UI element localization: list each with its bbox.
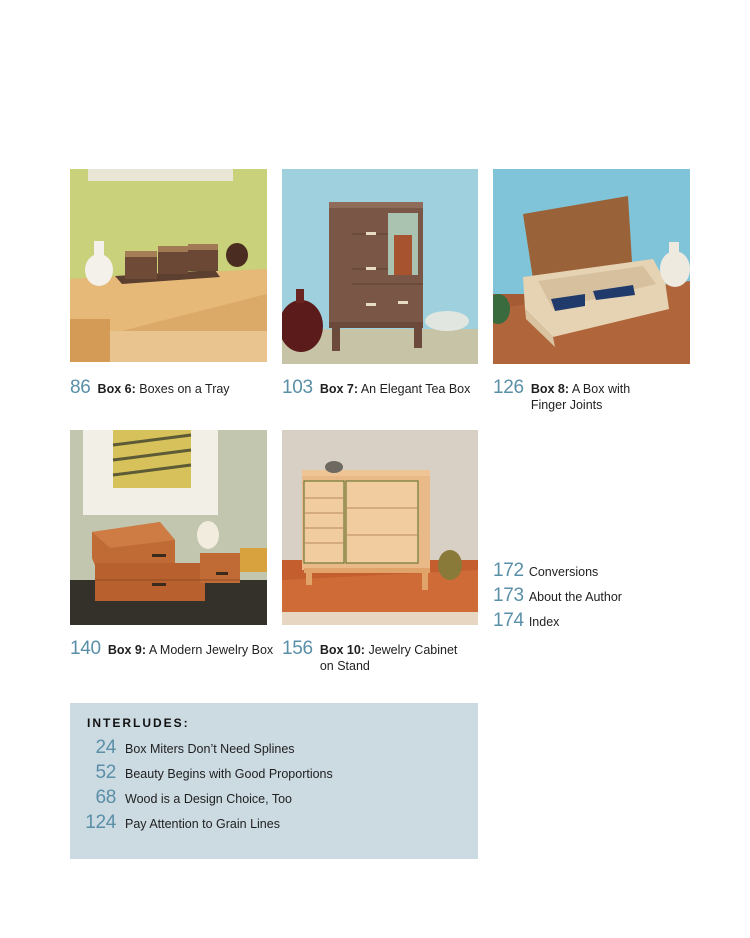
page-number: 174 — [493, 610, 524, 631]
toc-entry-box8[interactable] — [493, 379, 630, 413]
entry-title: Beauty Begins with Good Proportions — [125, 767, 333, 781]
tea-box-photo — [282, 169, 478, 364]
toc-entry-box10[interactable] — [282, 640, 457, 674]
toc-entry-box9[interactable] — [70, 640, 273, 658]
toc-entry-box7[interactable] — [282, 379, 470, 397]
page-number: 172 — [493, 560, 524, 581]
finger-joint-box-photo — [493, 169, 690, 364]
interlude-entry[interactable] — [70, 737, 295, 759]
toc-entry-box6[interactable] — [70, 379, 230, 397]
page-number: 86 — [70, 377, 91, 398]
page-number: 173 — [493, 585, 524, 606]
toc-entry-index[interactable] — [493, 610, 559, 632]
entry-title: Index — [528, 615, 560, 629]
page-number: 126 — [493, 377, 524, 398]
interlude-entry[interactable] — [70, 812, 280, 834]
entry-title: Box 9: A Modern Jewelry Box — [107, 643, 274, 657]
entry-title: Conversions — [528, 565, 599, 579]
entry-title: Box 7: An Elegant Tea Box — [319, 382, 471, 396]
page-number: 124 — [85, 812, 116, 833]
interludes-heading: INTERLUDES: — [87, 716, 190, 730]
page-number: 156 — [282, 638, 313, 659]
page-number: 140 — [70, 638, 101, 659]
entry-title: Box 8: A Box with Finger Joints — [530, 382, 631, 412]
entry-title: Box 6: Boxes on a Tray — [97, 382, 230, 396]
entry-title: Pay Attention to Grain Lines — [125, 817, 280, 831]
page-number: 68 — [95, 787, 116, 808]
entry-title: About the Author — [528, 590, 622, 604]
page-number: 103 — [282, 377, 313, 398]
jewelry-cabinet-photo — [282, 430, 478, 625]
boxes-on-tray-photo — [70, 169, 267, 362]
interludes-panel — [70, 703, 478, 859]
entry-title: Box Miters Don’t Need Splines — [125, 742, 295, 756]
toc-entry-about-author[interactable] — [493, 585, 622, 607]
modern-jewelry-box-photo — [70, 430, 267, 625]
entry-title: Box 10: Jewelry Cabinet on Stand — [319, 643, 458, 673]
page-number: 52 — [95, 762, 116, 783]
toc-entry-conversions[interactable] — [493, 560, 598, 582]
entry-title: Wood is a Design Choice, Too — [125, 792, 292, 806]
interlude-entry[interactable] — [70, 787, 292, 809]
page-number: 24 — [95, 737, 116, 758]
interlude-entry[interactable] — [70, 762, 333, 784]
